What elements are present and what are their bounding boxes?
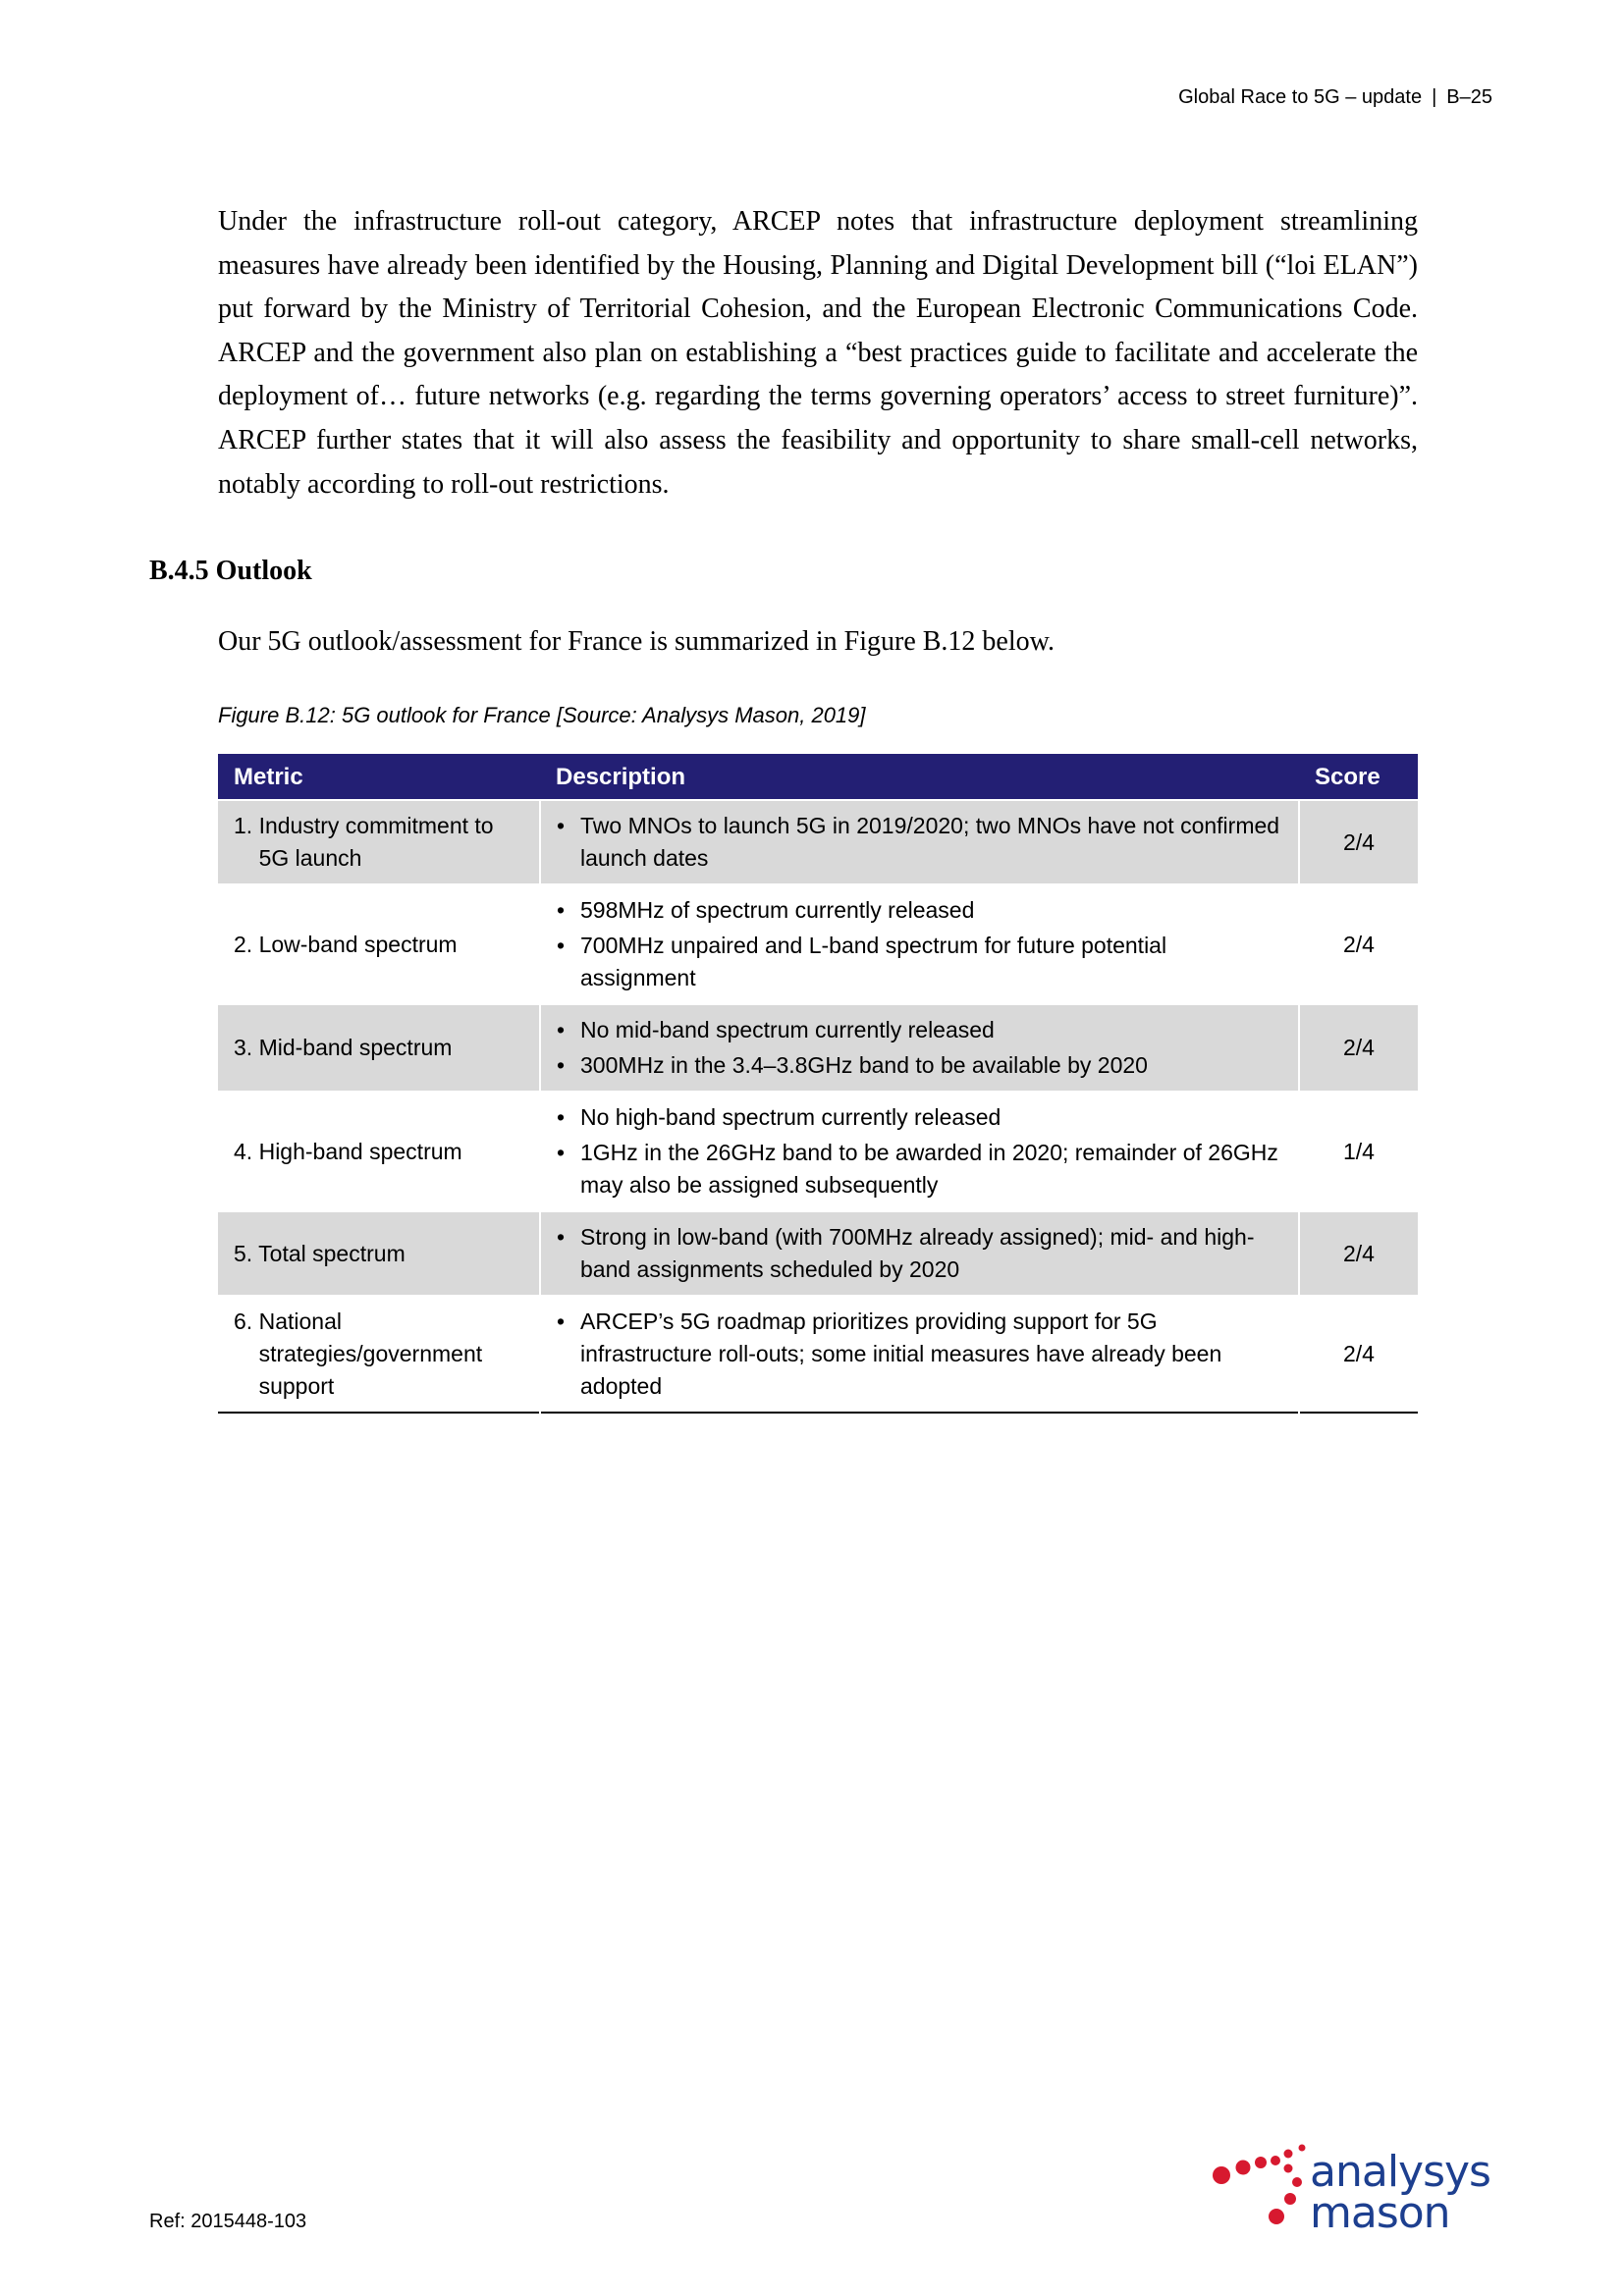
logo-dot	[1284, 2150, 1293, 2159]
bullet-list	[557, 1221, 1282, 1286]
metric-cell	[218, 800, 540, 884]
bullet-item: • No mid-band spectrum currently released	[557, 1014, 1282, 1046]
metric-cell	[218, 1296, 540, 1413]
bullet-item: • ARCEP’s 5G roadmap prioritizes providing support for 5G infrastructure roll-outs; some initial measures have already been adopted	[557, 1306, 1282, 1403]
bullet-list	[557, 1306, 1282, 1403]
metric-number: 5.	[234, 1240, 253, 1266]
logo-dot	[1269, 2209, 1284, 2224]
metric-number: 4.	[234, 1138, 253, 1164]
score-cell: 2/4	[1299, 1211, 1418, 1296]
bullet-list	[557, 894, 1282, 994]
table-row	[218, 1004, 1418, 1092]
bullet-item: • 598MHz of spectrum currently released	[557, 894, 1282, 927]
bullet-list	[557, 1014, 1282, 1082]
section-heading: B.4.5 Outlook	[149, 556, 312, 586]
logo-dot	[1271, 2156, 1280, 2165]
bullet-item: • 1GHz in the 26GHz band to be awarded in 2020; remainder of 26GHz may also be assigned subsequently	[557, 1137, 1282, 1201]
header-separator: |	[1432, 86, 1437, 108]
logo-dot	[1236, 2161, 1251, 2175]
metric-name: Total spectrum	[258, 1240, 406, 1266]
bullet-item: • 300MHz in the 3.4–3.8GHz band to be available by 2020	[557, 1049, 1282, 1082]
logo-word-analysys: analysys	[1310, 2147, 1490, 2197]
section-intro: Our 5G outlook/assessment for France is summarized in Figure B.12 below.	[218, 626, 1056, 657]
description-cell	[540, 1296, 1299, 1413]
header-metric: Metric	[218, 754, 540, 800]
header-description: Description	[540, 754, 1299, 800]
logo-wordmark	[1310, 2147, 1490, 2238]
table-row	[218, 800, 1418, 884]
logo-word-mason: mason	[1310, 2188, 1450, 2238]
table-row	[218, 1296, 1418, 1413]
metric-cell	[218, 1092, 540, 1211]
logo-dot	[1299, 2145, 1306, 2152]
metric-number: 6.	[234, 1308, 253, 1334]
logo-dot	[1292, 2177, 1302, 2187]
logo-dot	[1284, 2164, 1293, 2173]
bullet-item: • Two MNOs to launch 5G in 2019/2020; two MNOs have not confirmed launch dates	[557, 810, 1282, 875]
score-cell: 2/4	[1299, 800, 1418, 884]
metric-cell	[218, 1211, 540, 1296]
table-row	[218, 884, 1418, 1004]
logo-dot	[1284, 2193, 1296, 2205]
score-cell: 2/4	[1299, 1004, 1418, 1092]
table-header-row	[218, 754, 1418, 800]
logo-dot	[1255, 2157, 1267, 2168]
header-score: Score	[1299, 754, 1418, 800]
metric-cell	[218, 1004, 540, 1092]
description-cell	[540, 800, 1299, 884]
metric-name: Mid-band spectrum	[258, 1035, 453, 1060]
table-row	[218, 1211, 1418, 1296]
page-number: B–25	[1446, 86, 1492, 108]
logo-dot	[1213, 2166, 1230, 2184]
metric-number: 2.	[234, 931, 253, 957]
description-cell	[540, 1092, 1299, 1211]
bullet-list	[557, 1101, 1282, 1201]
score-cell: 2/4	[1299, 1296, 1418, 1413]
table-row	[218, 1092, 1418, 1211]
metric-name: Low-band spectrum	[258, 931, 458, 957]
description-cell	[540, 1211, 1299, 1296]
metric-number: 3.	[234, 1035, 253, 1060]
bullet-item: • No high-band spectrum currently released	[557, 1101, 1282, 1134]
bullet-item: • 700MHz unpaired and L-band spectrum for future potential assignment	[557, 930, 1282, 994]
score-cell: 1/4	[1299, 1092, 1418, 1211]
description-cell	[540, 884, 1299, 1004]
score-cell: 2/4	[1299, 884, 1418, 1004]
metric-name: National strategies/government support	[258, 1308, 483, 1399]
running-header	[1178, 86, 1492, 109]
metric-name: Industry commitment to 5G launch	[258, 813, 494, 871]
metric-name: High-band spectrum	[258, 1138, 462, 1164]
metric-cell	[218, 884, 540, 1004]
header-title: Global Race to 5G – update	[1178, 86, 1423, 108]
bullet-list	[557, 810, 1282, 875]
metric-label	[234, 810, 523, 875]
document-reference: Ref: 2015448-103	[149, 2211, 307, 2232]
description-cell	[540, 1004, 1299, 1092]
bullet-item: • Strong in low-band (with 700MHz already assigned); mid- and high-band assignments scheduled by 2020	[557, 1221, 1282, 1286]
outlook-table	[218, 754, 1418, 1414]
figure-caption: Figure B.12: 5G outlook for France [Source: Analysys Mason, 2019]	[218, 703, 866, 727]
metric-number: 1.	[234, 813, 253, 838]
metric-label	[234, 1306, 523, 1403]
body-paragraph: Under the infrastructure roll-out category, ARCEP notes that infrastructure deployment streamlining measures have already been identified by the Housing, Planning and Digital Development bill (“loi ELAN”) put forward by the Ministry of Territorial Cohesion, and the European Electronic Communications Code. ARCEP and the government also plan on establishing a “best practices guide to facilitate and accelerate the deployment of… future networks (e.g. regarding the terms governing operators’ access to street furniture)”. ARCEP further states that it will also assess the feasibility and opportunity to share small-cell networks, notably according to roll-out restrictions.	[218, 206, 1418, 500]
